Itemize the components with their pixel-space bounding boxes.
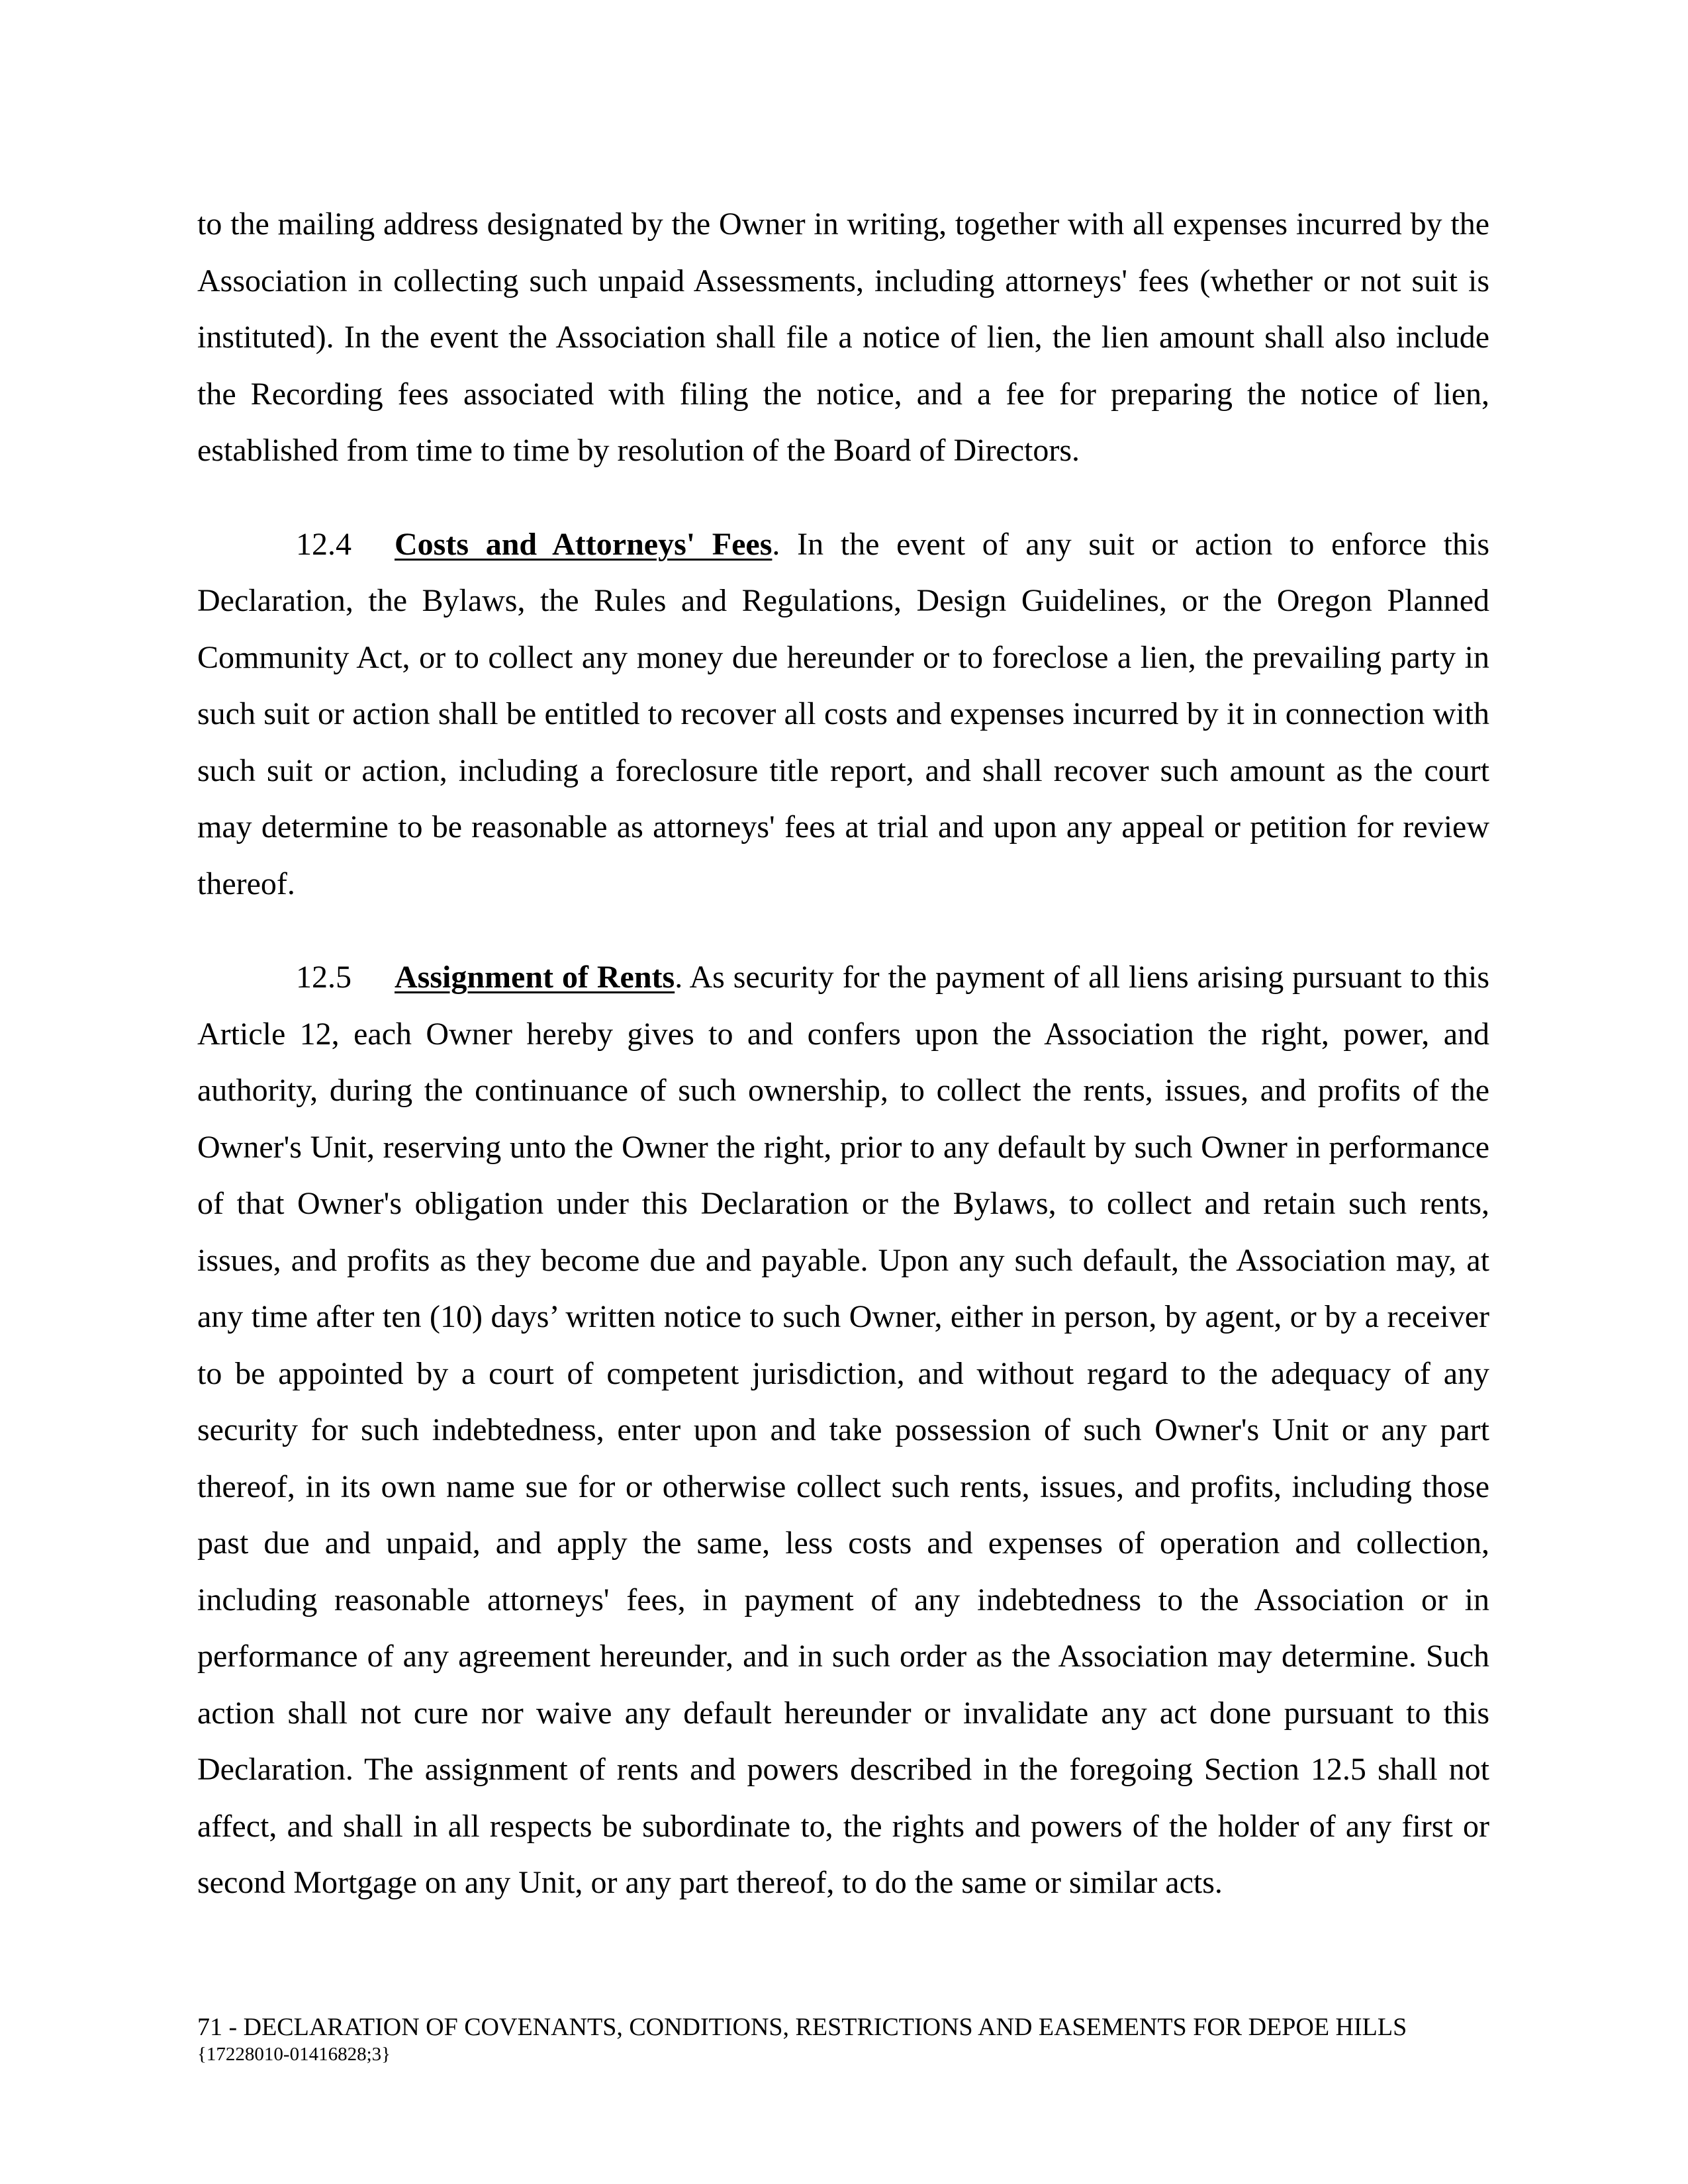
page-footer (197, 2012, 1489, 2066)
section-number: 12.5 (296, 960, 352, 995)
section-text: . As security for the payment of all liens arising pursuant to this Article 12, each Owner hereby gives to and confers upon the Association the right, power, and authority, during the continuance of such ownership, to collect the rents, issues, and profits of the Owner's Unit, reserving unto the Owner the right, prior to any default by such Owner in performance of that Owner's obligation under this Declaration or the Bylaws, to collect and retain such rents, issues, and profits as they become due and payable. Upon any such default, the Association may, at any time after ten (10) days’ written notice to such Owner, either in person, by agent, or by a receiver to be appointed by a court of competent jurisdiction, and without regard to the adequacy of any security for such indebtedness, enter upon and take possession of such Owner's Unit or any part thereof, in its own name sue for or otherwise collect such rents, issues, and profits, including those past due and unpaid, and apply the same, less costs and expenses of operation and collection, including reasonable attorneys' fees, in payment of any indebtedness to the Association or in performance of any agreement hereunder, and in such order as the Association may determine. Such action shall not cure nor waive any default hereunder or invalidate any act done pursuant to this Declaration. The assignment of rents and powers described in the foregoing Section 12.5 shall not affect, and shall in all respects be subordinate to, the rights and powers of the holder of any first or second Mortgage on any Unit, or any part thereof, to do the same or similar acts. (197, 960, 1490, 1900)
section-number: 12.4 (296, 526, 352, 562)
section-heading: Assignment of Rents (395, 960, 675, 995)
continuation-paragraph: to the mailing address designated by the Owner in writing, together with all expenses incurred by the Association in collecting such unpaid Assessments, including attorneys' fees (whether or not suit is instituted). In the event the Association shall file a notice of lien, the lien amount shall also include the Recording fees associated with filing the notice, and a fee for preparing the notice of lien, established from time to time by resolution of the Board of Directors. (197, 206, 1489, 468)
section-text: . In the event of any suit or action to enforce this Declaration, the Bylaws, the Rules and Regulations, Design Guidelines, or the Oregon Planned Community Act, or to collect any money due hereunder or to foreclose a lien, the prevailing party in such suit or action shall be entitled to recover all costs and expenses incurred by it in connection with such suit or action, including a foreclosure title report, and shall recover such amount as the court may determine to be reasonable as attorneys' fees at trial and upon any appeal or petition for review thereof. (197, 526, 1490, 901)
section-heading: Costs and Attorneys' Fees (395, 526, 773, 562)
section-12-4-paragraph (197, 516, 1489, 913)
document-body (197, 196, 1489, 1911)
section-12-5-paragraph (197, 949, 1489, 1911)
footer-title: 71 - DECLARATION OF COVENANTS, CONDITIONS, RESTRICTIONS AND EASEMENTS FOR DEPOE HILLS (197, 2013, 1407, 2041)
footer-document-id: {17228010-01416828;3} (197, 2044, 391, 2065)
